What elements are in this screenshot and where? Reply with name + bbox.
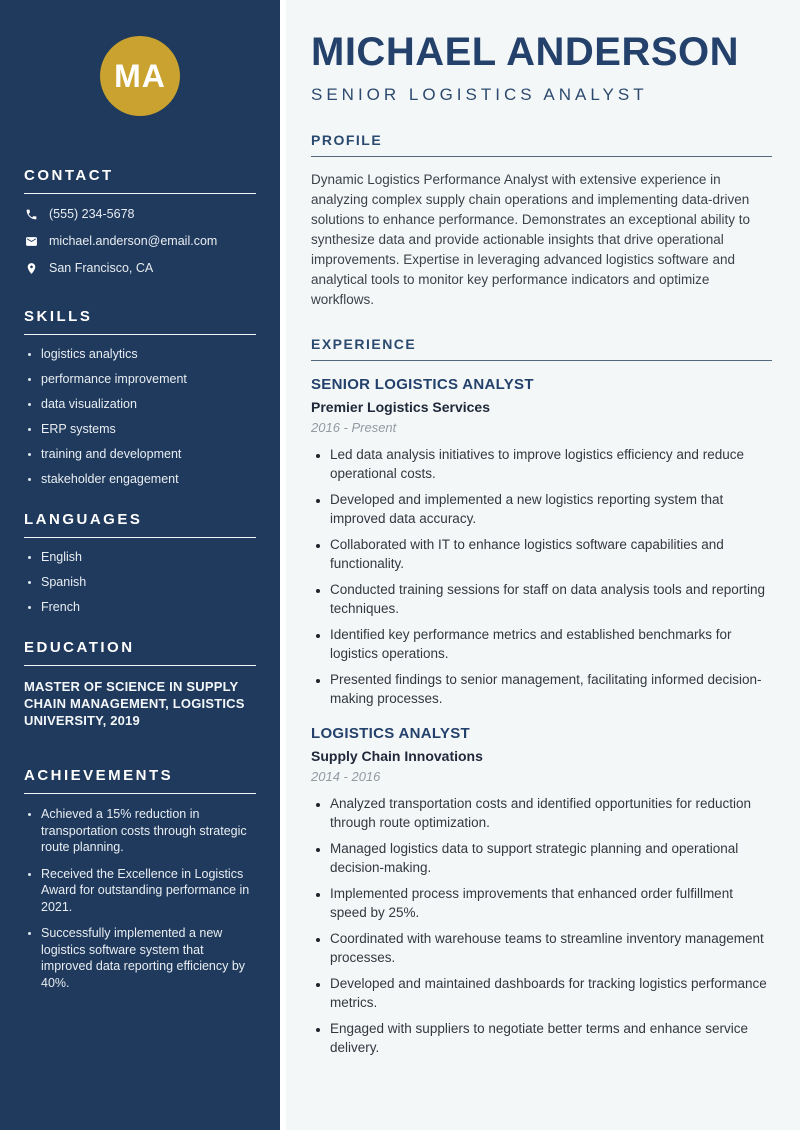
job-bullet: • Implemented process improvements that enhanced order fulfillment speed by 25%. [330,884,772,922]
job-role: LOGISTICS ANALYST [311,725,471,742]
job-bullet: • Presented findings to senior management, facilitating informed decision-making processes. [330,670,772,708]
candidate-name: MICHAEL ANDERSON [311,30,740,74]
education-section [24,639,256,729]
profile-section [311,132,772,310]
job-bullet: • Collaborated with IT to enhance logistics software capabilities and functionality. [330,535,772,573]
candidate-title: SENIOR LOGISTICS ANALYST [311,85,648,104]
language-item: • Spanish [41,575,256,590]
job-bullet: • Coordinated with warehouse teams to streamline inventory management processes. [330,929,772,967]
experience-job [311,725,772,1057]
main-content [280,0,800,1130]
experience-heading: EXPERIENCE [311,336,772,361]
achievement-item: • Received the Excellence in Logistics Award for outstanding performance in 2021. [41,866,256,916]
location-icon [24,261,38,275]
languages-section [24,511,256,615]
contact-phone-text: (555) 234-5678 [49,207,135,221]
education-heading: EDUCATION [24,639,256,666]
email-icon [24,234,38,248]
achievements-section [24,767,256,991]
avatar [100,36,180,116]
contact-location-text: San Francisco, CA [49,261,154,275]
job-bullet: • Led data analysis initiatives to improve logistics efficiency and reduce operational costs. [330,445,772,483]
skills-heading: SKILLS [24,308,256,335]
job-dates: 2014 - 2016 [311,769,381,784]
job-bullet: • Developed and maintained dashboards for tracking logistics performance metrics. [330,974,772,1012]
skill-item: • logistics analytics [41,347,256,362]
sidebar [0,0,280,1130]
profile-heading: PROFILE [311,132,772,157]
job-bullet: • Conducted training sessions for staff on data analysis tools and reporting techniques. [330,580,772,618]
achievement-item: • Achieved a 15% reduction in transportation costs through strategic route planning. [41,806,256,856]
experience-job [311,376,772,708]
phone-icon [24,207,38,221]
skill-item: • performance improvement [41,372,256,387]
experience-section [311,336,772,1057]
skill-item: • data visualization [41,397,256,412]
languages-list [24,550,256,615]
skill-item: • stakeholder engagement [41,472,256,487]
job-bullet-list [311,445,772,708]
job-role: SENIOR LOGISTICS ANALYST [311,376,534,393]
job-bullet: • Identified key performance metrics and established benchmarks for logistics operations. [330,625,772,663]
job-company: Supply Chain Innovations [311,748,483,764]
profile-text: Dynamic Logistics Performance Analyst with extensive experience in analyzing complex supply chain operations and implementing data-driven solutions to enhance performance. Demonstrates an exceptional ability to synthesize data and provide actionable insights that drive operational improvements. Expertise in leveraging advanced logistics software and analytical tools to monitor key performance indicators and optimize workflows. [311,172,751,307]
languages-heading: LANGUAGES [24,511,256,538]
contact-heading: CONTACT [24,167,256,194]
contact-email-text: michael.anderson@email.com [49,234,218,248]
job-dates: 2016 - Present [311,420,397,435]
achievements-list [24,806,256,991]
skill-item: • ERP systems [41,422,256,437]
contact-item-location [24,261,256,275]
job-bullet: • Engaged with suppliers to negotiate better terms and enhance service delivery. [330,1019,772,1057]
job-bullet-list [311,794,772,1057]
contact-item-email [24,234,256,248]
contact-item-phone [24,207,256,221]
language-item: • English [41,550,256,565]
achievements-heading: ACHIEVEMENTS [24,767,256,794]
job-bullet: • Analyzed transportation costs and identified opportunities for reduction through route optimization. [330,794,772,832]
language-item: • French [41,600,256,615]
job-company: Premier Logistics Services [311,399,490,415]
education-degree: MASTER OF SCIENCE IN SUPPLY CHAIN MANAGEMENT, LOGISTICS UNIVERSITY, 2019 [24,679,245,728]
job-bullet: • Developed and implemented a new logistics reporting system that improved data accuracy. [330,490,772,528]
job-bullet: • Managed logistics data to support strategic planning and operational decision-making. [330,839,772,877]
avatar-initials: MA [114,57,166,94]
contact-list [24,207,256,275]
achievement-item: • Successfully implemented a new logistics software system that improved data reporting efficiency by 40%. [41,925,256,991]
contact-section [24,167,256,275]
skills-list [24,347,256,487]
skill-item: • training and development [41,447,256,462]
skills-section [24,308,256,487]
